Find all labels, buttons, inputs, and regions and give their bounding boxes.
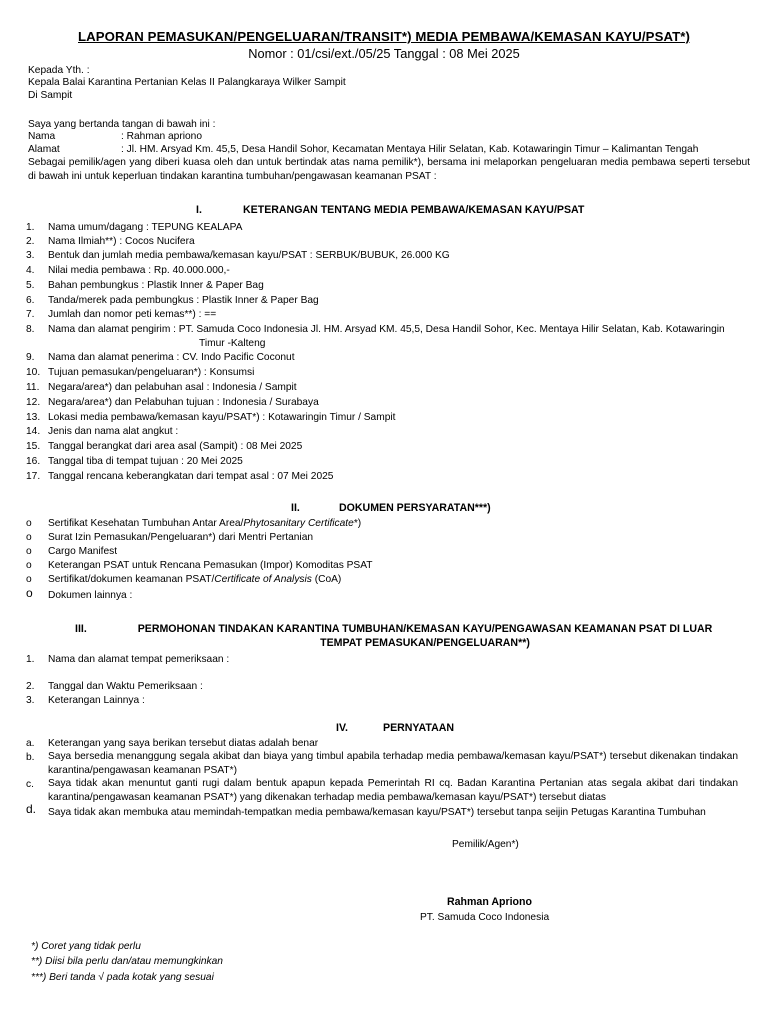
list-item: Tujuan pemasukan/pengeluaran*) : Konsumsi <box>48 367 255 378</box>
list-item-number: 1. <box>26 654 35 665</box>
footnote-1: *) Coret yang tidak perlu <box>31 941 141 952</box>
list-item-number: 15. <box>26 441 41 452</box>
footnote-3: ***) Beri tanda √ pada kotak yang sesuai <box>31 972 214 983</box>
list-item-number: 3. <box>26 250 35 261</box>
list-item: Nama dan alamat pengirim : PT. Samuda Coco Indonesia Jl. HM. Arsyad KM. 45,5, Desa Handil Sohor, Kec. Mentaya Hilir Selatan, Kab. Kotawaringin <box>48 324 725 335</box>
list-item-number: 16. <box>26 456 41 467</box>
recipient-location: Di Sampit <box>28 90 73 101</box>
list-item: Nama dan alamat tempat pemeriksaan : <box>48 654 230 665</box>
list-item-number: 10. <box>26 367 41 378</box>
list-item: Tanggal dan Waktu Pemeriksaan : <box>48 681 203 692</box>
list-item: Keterangan yang saya berikan tersebut diatas adalah benar <box>48 738 319 749</box>
list-item-number: 5. <box>26 280 35 291</box>
signature-company: PT. Samuda Coco Indonesia <box>420 912 550 923</box>
document-item: Cargo Manifest <box>48 546 118 557</box>
document-number: Nomor : 01/csi/ext./05/25 Tanggal : 08 Mei 2025 <box>248 46 520 61</box>
list-item: Saya tidak akan menuntut ganti rugi dalam bentuk apapun kepada Pemerintah RI cq. Badan Karantina Pertanian atas segala akibat dari tindakan karantina/pengawasan keamanan PSAT*) yang dikenakan terhadap media pembawa/kemasan kayu/PSAT*) tersebut diatas <box>48 778 738 803</box>
list-item: Nama umum/dagang : TEPUNG KEALAPA <box>48 222 243 233</box>
list-item: Bahan pembungkus : Plastik Inner & Paper Bag <box>48 280 264 291</box>
list-item-letter: a. <box>26 738 35 749</box>
section-3-numeral: III. <box>75 623 87 635</box>
bullet-icon: o <box>26 586 33 600</box>
recipient-office: Kepala Balai Karantina Pertanian Kelas II Palangkaraya Wilker Sampit <box>28 77 346 88</box>
list-item: Keterangan Lainnya : <box>48 695 145 706</box>
list-item: Saya bersedia menanggung segala akibat dan biaya yang timbul apabila terhadap media pembawa/kemasan kayu/PSAT*) tersebut dikenakan tindakan karantina/pengawasan keamanan PSAT*) <box>48 751 738 776</box>
list-item-number: 11. <box>26 382 40 393</box>
document-item: Dokumen lainnya : <box>48 590 133 601</box>
list-item: Negara/area*) dan Pelabuhan tujuan : Indonesia / Surabaya <box>48 397 319 408</box>
document-item-italic: Certificate of Analysis <box>214 574 312 585</box>
list-item-number: 8. <box>26 324 35 335</box>
section-1-heading: KETERANGAN TENTANG MEDIA PEMBAWA/KEMASAN KAYU/PSAT <box>243 204 585 216</box>
signer-intro: Saya yang bertanda tangan di bawah ini : <box>28 119 216 130</box>
list-item: Tanggal rencana keberangkatan dari tempat asal : 07 Mei 2025 <box>48 471 334 482</box>
list-item: Tanda/merek pada pembungkus : Plastik Inner & Paper Bag <box>48 295 319 306</box>
signature-role: Pemilik/Agen*) <box>452 839 519 850</box>
document-item <box>48 517 361 530</box>
list-item: Nama Ilmiah**) : Cocos Nucifera <box>48 236 195 247</box>
list-item: Lokasi media pembawa/kemasan kayu/PSAT*) : Kotawaringin Timur / Sampit <box>48 412 396 423</box>
name-label: Nama <box>28 131 56 142</box>
bullet-icon: o <box>26 532 32 543</box>
list-item-letter: b. <box>26 752 35 763</box>
list-item-number: 9. <box>26 352 35 363</box>
address-value: : Jl. HM. Arsyad Km. 45,5, Desa Handil Sohor, Kecamatan Mentaya Hilir Selatan, Kab. Kotawaringin Timur – Kalimantan Tengah <box>121 144 699 155</box>
document-item-text: Sertifikat Kesehatan Tumbuhan Antar Area/ <box>48 518 244 529</box>
list-item-letter: c. <box>26 779 34 790</box>
list-item-number: 2. <box>26 236 35 247</box>
document-item: Surat Izin Pemasukan/Pengeluaran*) dari Mentri Pertanian <box>48 532 314 543</box>
list-item: Nama dan alamat penerima : CV. Indo Pacific Coconut <box>48 352 295 363</box>
bullet-icon: o <box>26 574 32 585</box>
document-item-note: *) <box>353 518 362 529</box>
document-item: Keterangan PSAT untuk Rencana Pemasukan (Impor) Komoditas PSAT <box>48 560 373 571</box>
list-item: Tanggal tiba di tempat tujuan : 20 Mei 2025 <box>48 456 243 467</box>
section-2-numeral: II. <box>291 502 300 514</box>
list-item: Negara/area*) dan pelabuhan asal : Indonesia / Sampit <box>48 382 297 393</box>
intro-paragraph: Sebagai pemilik/agen yang diberi kuasa oleh dan untuk bertindak atas nama pemilik*), bersama ini melaporkan pengeluaran media pembawa seperti tersebut di bawah ini untuk keperluan tindakan karantina tumbuhan/pengawasan keamanan PSAT : <box>28 157 750 182</box>
list-item: Nilai media pembawa : Rp. 40.000.000,- <box>48 265 230 276</box>
document-item <box>48 573 341 586</box>
section-1-numeral: I. <box>196 204 202 216</box>
document-item-note: (CoA) <box>311 574 342 585</box>
section-3-heading-cont: TEMPAT PEMASUKAN/PENGELUARAN**) <box>320 637 530 649</box>
list-item: Tanggal berangkat dari area asal (Sampit) : 08 Mei 2025 <box>48 441 303 452</box>
list-item-number: 17. <box>26 471 41 482</box>
document-item-text: Sertifikat/dokumen keamanan PSAT/ <box>48 574 215 585</box>
bullet-icon: o <box>26 560 32 571</box>
list-item: Jenis dan nama alat angkut : <box>48 426 179 437</box>
section-4-heading: PERNYATAAN <box>383 722 455 734</box>
list-item-number: 7. <box>26 309 35 320</box>
list-item-number: 14. <box>26 426 41 437</box>
list-item-continuation: Timur -Kalteng <box>199 338 266 349</box>
bullet-icon: o <box>26 518 32 529</box>
section-3-heading: PERMOHONAN TINDAKAN KARANTINA TUMBUHAN/KEMASAN KAYU/PENGAWASAN KEAMANAN PSAT DI LUAR <box>137 623 713 635</box>
recipient-salutation: Kepada Yth. : <box>28 65 90 76</box>
name-value: : Rahman apriono <box>121 131 202 142</box>
list-item-number: 2. <box>26 681 35 692</box>
section-4-numeral: IV. <box>336 722 348 734</box>
list-item-letter: d. <box>26 802 37 816</box>
list-item-number: 13. <box>26 412 41 423</box>
document-title: LAPORAN PEMASUKAN/PENGELUARAN/TRANSIT*) MEDIA PEMBAWA/KEMASAN KAYU/PSAT*) <box>78 29 690 44</box>
document-item-italic: Phytosanitary Certificate <box>243 518 354 529</box>
list-item: Jumlah dan nomor peti kemas**) : == <box>48 309 217 320</box>
footnote-2: **) Diisi bila perlu dan/atau memungkinkan <box>31 956 223 967</box>
section-2-heading: DOKUMEN PERSYARATAN***) <box>339 502 491 514</box>
list-item: Bentuk dan jumlah media pembawa/kemasan kayu/PSAT : SERBUK/BUBUK, 26.000 KG <box>48 250 450 261</box>
list-item-number: 4. <box>26 265 35 276</box>
signature-name: Rahman Apriono <box>447 896 532 908</box>
list-item-number: 1. <box>26 222 35 233</box>
list-item: Saya tidak akan membuka atau memindah-tempatkan media pembawa/kemasan kayu/PSAT*) tersebut tanpa seijin Petugas Karantina Tumbuhan <box>48 807 706 818</box>
bullet-icon: o <box>26 546 32 557</box>
list-item-number: 3. <box>26 695 35 706</box>
address-label: Alamat <box>28 144 60 155</box>
list-item-number: 12. <box>26 397 41 408</box>
list-item-number: 6. <box>26 295 35 306</box>
